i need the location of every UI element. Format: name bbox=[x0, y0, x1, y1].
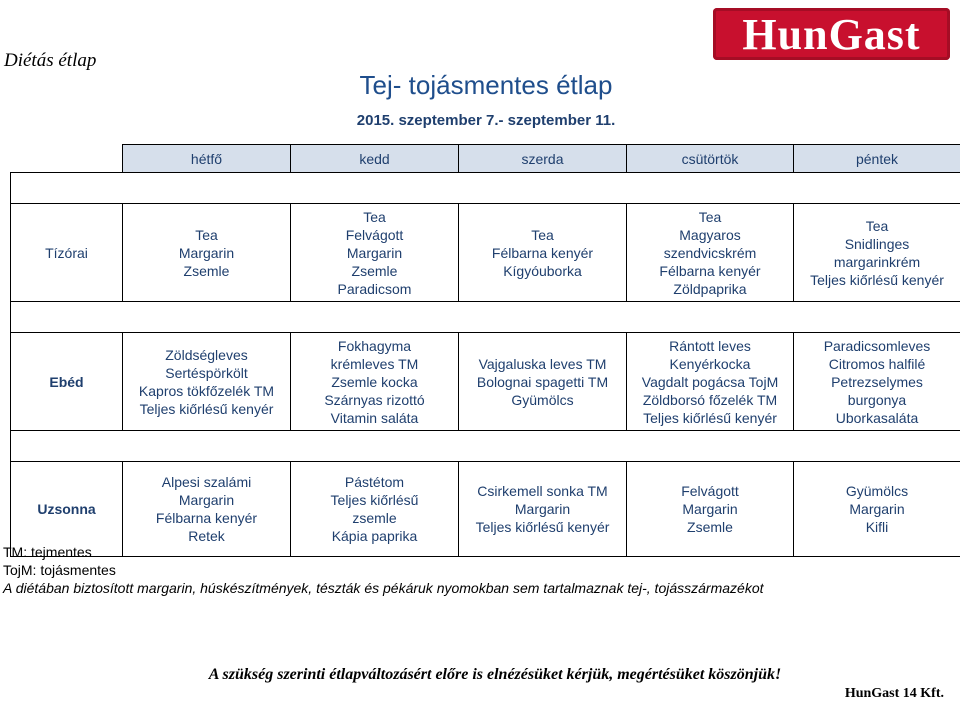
menu-item: Tea bbox=[123, 226, 290, 244]
spacer-row bbox=[11, 302, 960, 333]
menu-cell bbox=[459, 333, 627, 431]
menu-item: Margarin bbox=[627, 500, 793, 518]
menu-item: Gyümölcs bbox=[459, 391, 626, 409]
menu-item: Tea bbox=[459, 226, 626, 244]
date-range: 2015. szeptember 7.- szeptember 11. bbox=[0, 112, 960, 129]
menu-cell bbox=[123, 204, 291, 302]
menu-cell bbox=[291, 333, 459, 431]
menu-item: Tea bbox=[291, 208, 458, 226]
menu-item: Félbarna kenyér bbox=[459, 244, 626, 262]
meal-label-tizorai: Tízórai bbox=[11, 204, 123, 302]
menu-item: Kápia paprika bbox=[291, 527, 458, 545]
menu-item: Vitamin saláta bbox=[291, 409, 458, 427]
header-corner bbox=[11, 145, 123, 173]
menu-item: Paradicsom bbox=[291, 280, 458, 298]
brand-label: Diétás étlap bbox=[4, 50, 96, 72]
menu-item: Felvágott bbox=[627, 482, 793, 500]
menu-item: Kenyérkocka bbox=[627, 355, 793, 373]
menu-item: Teljes kiőrlésű kenyér bbox=[627, 409, 793, 427]
menu-table bbox=[10, 144, 960, 557]
day-header-thursday: csütörtök bbox=[627, 145, 794, 173]
menu-cell bbox=[123, 333, 291, 431]
menu-item: krémleves TM bbox=[291, 355, 458, 373]
menu-item: Margarin bbox=[459, 500, 626, 518]
menu-item: Sertéspörkölt bbox=[123, 364, 290, 382]
menu-item: szendvicskrém bbox=[627, 244, 793, 262]
menu-item: Fokhagyma bbox=[291, 337, 458, 355]
menu-item: Zsemle bbox=[123, 262, 290, 280]
menu-item: Uborkasaláta bbox=[794, 409, 960, 427]
menu-cell bbox=[459, 204, 627, 302]
menu-item: Pástétom bbox=[291, 473, 458, 491]
note-disclaimer: A diétában biztosított margarin, húskészítmények, tészták és pékáruk nyomokban sem tartalmaznak tej-, tojásszármazékot bbox=[3, 579, 764, 597]
spacer-row bbox=[11, 431, 960, 462]
menu-item: Margarin bbox=[123, 244, 290, 262]
menu-cell bbox=[794, 204, 960, 302]
menu-cell bbox=[291, 204, 459, 302]
menu-item: margarinkrém bbox=[794, 253, 960, 271]
day-header-row bbox=[11, 145, 960, 173]
menu-item: Magyaros bbox=[627, 226, 793, 244]
menu-item: Zsemle bbox=[291, 262, 458, 280]
menu-item: Kígyóuborka bbox=[459, 262, 626, 280]
day-header-tuesday: kedd bbox=[291, 145, 459, 173]
menu-item: Csirkemell sonka TM bbox=[459, 482, 626, 500]
menu-item: Paradicsomleves bbox=[794, 337, 960, 355]
footer-company: HunGast 14 Kft. bbox=[845, 686, 944, 702]
menu-cell bbox=[794, 462, 960, 557]
note-tojm: TojM: tojásmentes bbox=[3, 561, 764, 579]
menu-item: Margarin bbox=[291, 244, 458, 262]
menu-item: Gyümölcs bbox=[794, 482, 960, 500]
logo-text: HunGast bbox=[742, 9, 920, 60]
menu-item: Kifli bbox=[794, 518, 960, 536]
menu-item: Teljes kiőrlésű kenyér bbox=[459, 518, 626, 536]
menu-item: Snidlinges bbox=[794, 235, 960, 253]
day-header-monday: hétfő bbox=[123, 145, 291, 173]
meal-label-uzsonna: Uzsonna bbox=[11, 462, 123, 557]
menu-item: Teljes kiőrlésű kenyér bbox=[123, 400, 290, 418]
page-title: Tej- tojásmentes étlap bbox=[0, 70, 960, 101]
hungast-logo bbox=[713, 8, 950, 60]
menu-item: Zöldpaprika bbox=[627, 280, 793, 298]
meal-label-ebed: Ebéd bbox=[11, 333, 123, 431]
menu-item: Zsemle bbox=[627, 518, 793, 536]
day-header-friday: péntek bbox=[794, 145, 960, 173]
menu-item: Felvágott bbox=[291, 226, 458, 244]
menu-item: Margarin bbox=[794, 500, 960, 518]
menu-item: zsemle bbox=[291, 509, 458, 527]
spacer-row bbox=[11, 173, 960, 204]
menu-cell bbox=[627, 333, 794, 431]
menu-item: Retek bbox=[123, 527, 290, 545]
menu-item: Teljes kiőrlésű bbox=[291, 491, 458, 509]
menu-item: Félbarna kenyér bbox=[627, 262, 793, 280]
menu-item: Rántott leves bbox=[627, 337, 793, 355]
menu-item: Citromos halfilé bbox=[794, 355, 960, 373]
menu-item: Margarin bbox=[123, 491, 290, 509]
menu-item: burgonya bbox=[794, 391, 960, 409]
menu-item: Teljes kiőrlésű kenyér bbox=[794, 271, 960, 289]
menu-item: Kapros tökfőzelék TM bbox=[123, 382, 290, 400]
menu-item: Bolognai spagetti TM bbox=[459, 373, 626, 391]
menu-item: Vagdalt pogácsa TojM bbox=[627, 373, 793, 391]
day-header-wednesday: szerda bbox=[459, 145, 627, 173]
notes-block bbox=[3, 543, 764, 597]
menu-item: Zsemle kocka bbox=[291, 373, 458, 391]
meal-row-ebed bbox=[11, 333, 960, 431]
meal-row-tizorai bbox=[11, 204, 960, 302]
menu-item: Tea bbox=[794, 217, 960, 235]
menu-item: Petrezselymes bbox=[794, 373, 960, 391]
menu-item: Zöldségleves bbox=[123, 346, 290, 364]
note-tm: TM: tejmentes bbox=[3, 543, 764, 561]
menu-item: Szárnyas rizottó bbox=[291, 391, 458, 409]
menu-cell bbox=[794, 333, 960, 431]
footer-message: A szükség szerinti étlapváltozásért előre is elnézésüket kérjük, megértésüket köszönjük! bbox=[0, 666, 960, 684]
menu-item: Zöldborsó főzelék TM bbox=[627, 391, 793, 409]
menu-item: Félbarna kenyér bbox=[123, 509, 290, 527]
menu-item: Tea bbox=[627, 208, 793, 226]
menu-item: Alpesi szalámi bbox=[123, 473, 290, 491]
menu-cell bbox=[627, 204, 794, 302]
menu-item: Vajgaluska leves TM bbox=[459, 355, 626, 373]
